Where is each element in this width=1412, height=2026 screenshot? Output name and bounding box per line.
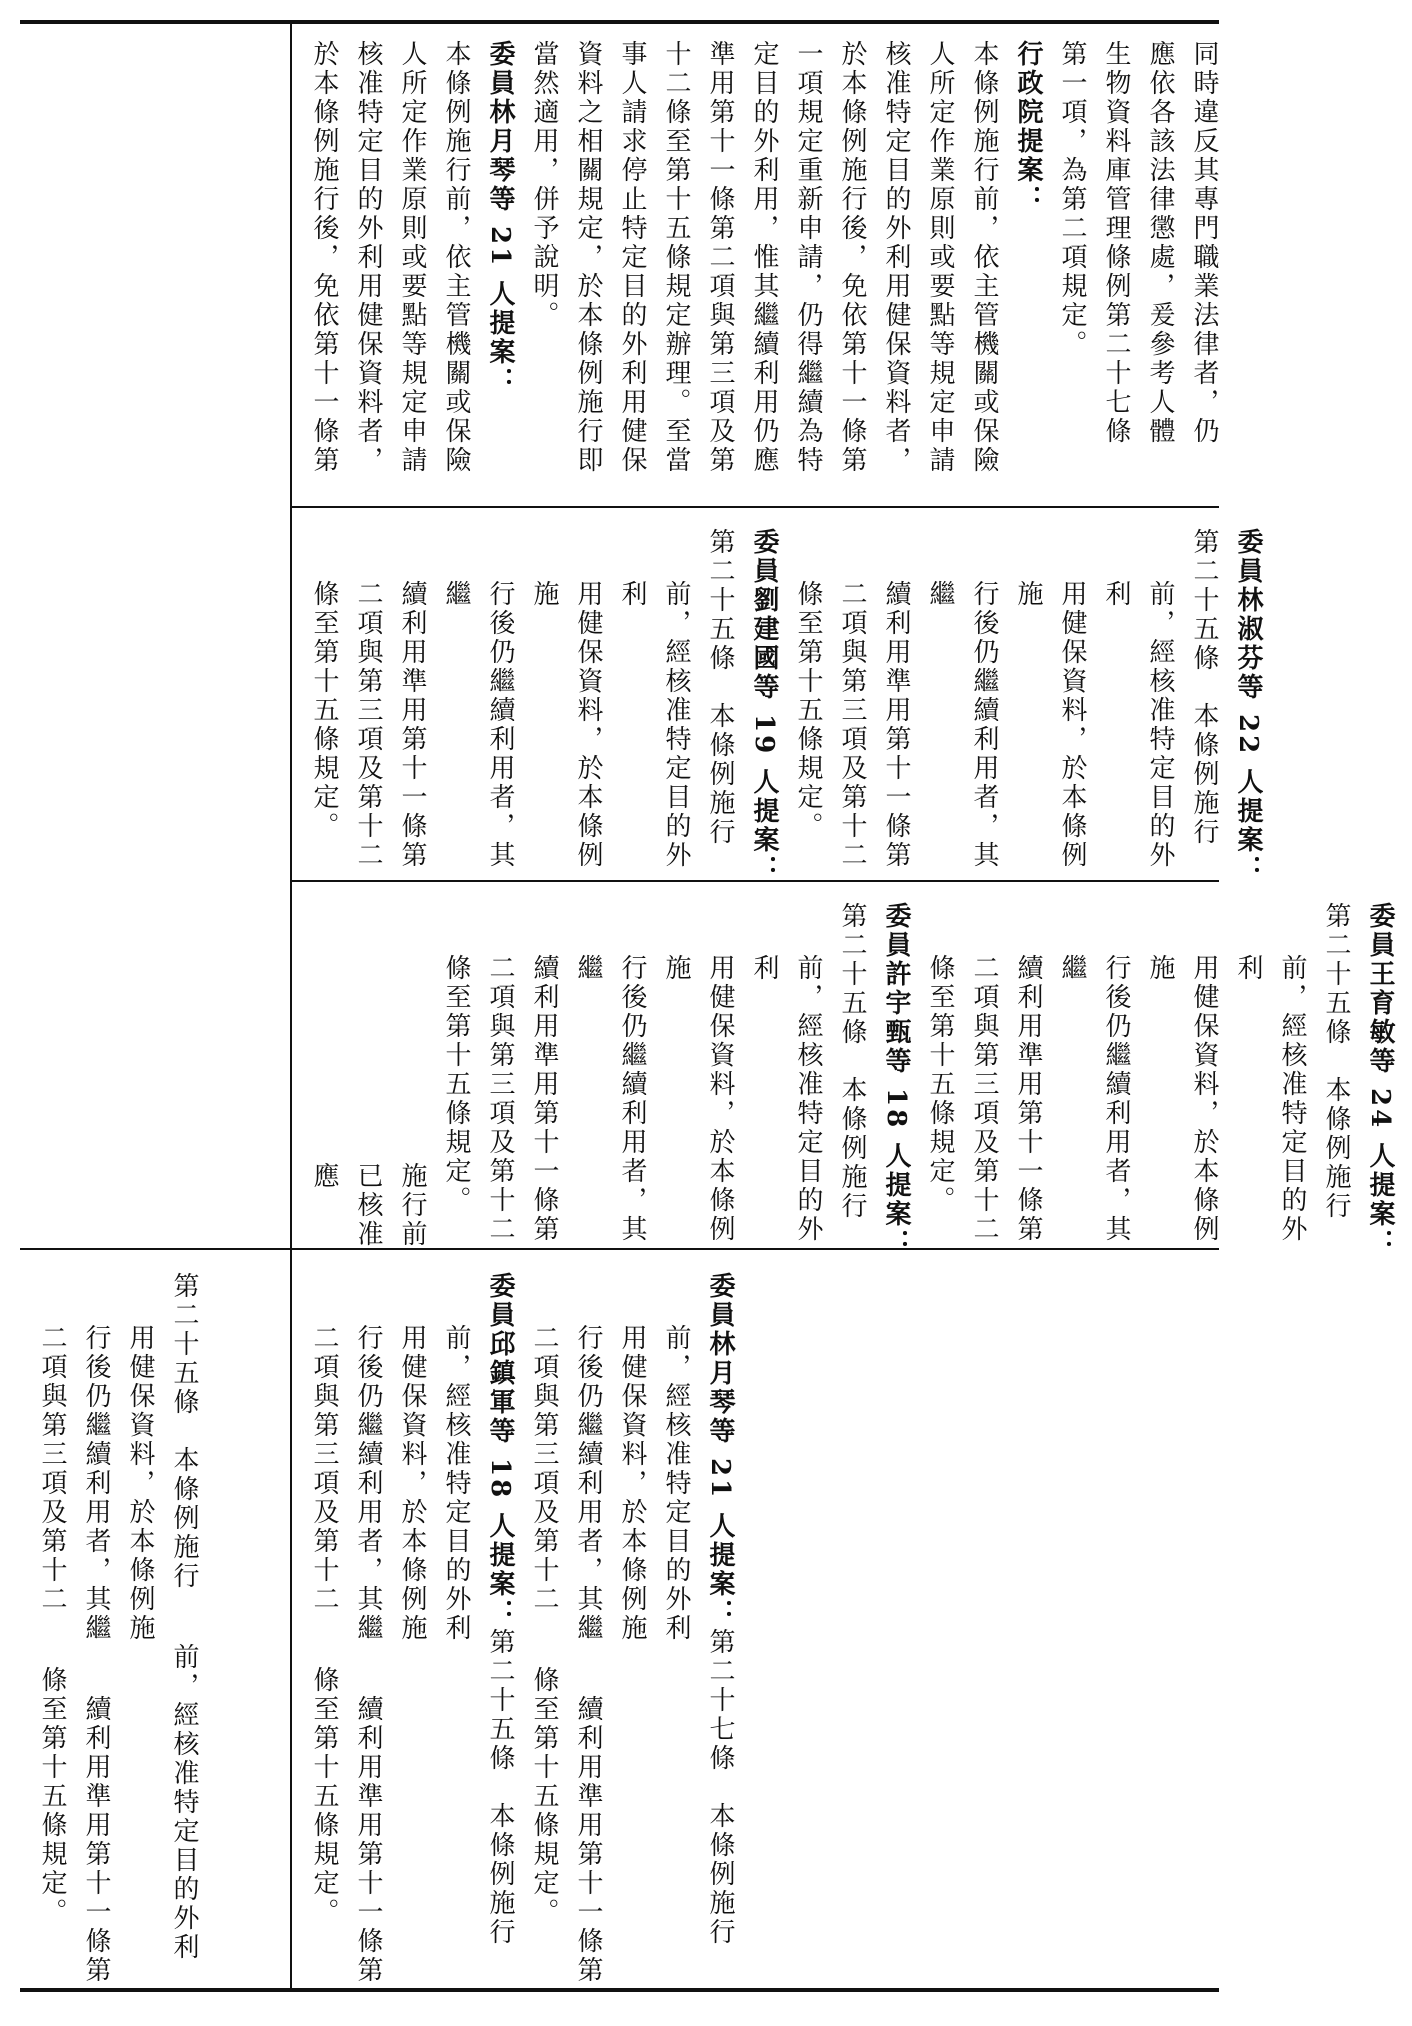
existing-law-text	[20, 1252, 216, 2026]
text-line: 行後仍繼續利用者，其繼	[925, 580, 999, 870]
text-line: 前，經核准特定目的外利	[441, 1324, 471, 1643]
text-line: 事人請求停止特定目的外利用健保	[617, 40, 647, 475]
text-line: 二項與第三項及第十二	[309, 1324, 339, 1614]
text-line: 核准特定目的外利用健保資料者，	[881, 40, 911, 475]
text-line: 行後仍繼續利用者，其繼	[573, 1324, 603, 1643]
text-line: 資料之相關規定，於本條例施行即	[573, 40, 603, 475]
text-line: 行後仍繼續利用者，其繼	[81, 1324, 111, 1643]
text-line: 第二十五條 本條例施行	[837, 902, 867, 1221]
proposal-heading: 委員許宇甄等 18 人提案：	[881, 902, 911, 1259]
explanation-text	[292, 24, 1236, 536]
text-line: 準用第十一條第二項與第三項及第	[705, 40, 735, 475]
text-line: 第二十五條 本條例施行	[1321, 902, 1351, 1221]
text-line: 前，經核准特定目的外利	[661, 1324, 691, 1643]
text-line: 用健保資料，於本條例施	[397, 1324, 427, 1643]
text-line: 核准特定目的外利用健保資料者，	[353, 40, 383, 475]
text-line: 第一項，為第二項規定。	[1057, 40, 1087, 359]
text-line: 用健保資料，於本條例施	[529, 580, 603, 870]
text-line: 本條例施行前，依主管機關或保險	[441, 40, 471, 475]
text-line: 施行前已核准應	[309, 1162, 427, 1249]
text-line: 第二十五條 本條例施行	[1189, 528, 1219, 847]
text-line: 前，經核准特定目的外利	[169, 1643, 199, 1962]
text-line: 同時違反其專門職業法律者，仍	[1189, 40, 1219, 446]
text-line: 人所定作業原則或要點等規定申請	[397, 40, 427, 475]
text-line: 本條例施行前，依主管機關或保險	[969, 40, 999, 475]
text-line: 續利用準用第十一條第	[1013, 954, 1043, 1244]
proposal-heading: 行政院提案：	[1013, 40, 1043, 214]
text-line: 生物資料庫管理條例第二十七條	[1101, 40, 1131, 446]
text-line: 續利用準用第十一條第	[81, 1695, 111, 1985]
text-line: 定目的外利用，惟其繼續利用仍應	[749, 40, 779, 475]
text-line: 續利用準用第十一條第	[573, 1695, 603, 1985]
text-line: 於本條例施行後，免依第十一條第	[837, 40, 867, 475]
text-line: 用健保資料，於本條例施	[125, 1324, 155, 1643]
text-line: 當然適用，併予說明。	[529, 40, 559, 330]
text-line: 條至第十五條規定。	[37, 1666, 67, 1927]
text-line: 第二十五條 本條例施行	[169, 1272, 199, 1591]
text-line: 第二十五條 本條例施行	[485, 1628, 515, 1948]
text-line: 二項與第三項及第十二	[969, 954, 999, 1244]
text-line: 人所定作業原則或要點等規定申請	[925, 40, 955, 475]
text-line: 續利用準用第十一條第	[397, 580, 427, 870]
proposal-wang-hsu-text	[292, 882, 1412, 1286]
text-line: 前，經核准特定目的外利	[1101, 580, 1175, 870]
text-line: 二項與第三項及第十二	[485, 954, 515, 1244]
cell-proposal-lin-chiu	[292, 1252, 1219, 1986]
text-line: 應依各該法律懲處，爰參考人體	[1145, 40, 1175, 446]
proposal-heading: 委員林月琴等 21 人提案：	[485, 40, 515, 397]
proposal-heading: 委員王育敏等 24 人提案：	[1365, 902, 1395, 1259]
text-line: 續利用準用第十一條第	[881, 580, 911, 870]
text-line: 行後仍繼續利用者，其繼	[353, 1324, 383, 1643]
text-line: 條至第十五條規定。	[441, 954, 471, 1215]
text-line: 行後仍繼續利用者，其繼	[1057, 954, 1131, 1244]
cell-explanation	[292, 24, 1219, 504]
text-line: 條至第十五條規定。	[925, 954, 955, 1215]
text-line: 續利用準用第十一條第	[529, 954, 559, 1244]
text-line: 條至第十五條規定。	[793, 580, 823, 841]
text-line: 前，經核准特定目的外利	[749, 954, 823, 1244]
proposal-lin-chiu-text	[292, 1252, 752, 2026]
proposal-heading: 委員林淑芬等 22 人提案：	[1233, 528, 1263, 885]
text-line: 十二條至第十五條規定辦理。至當	[661, 40, 691, 475]
text-line: 二項與第三項及第十二	[529, 1324, 559, 1614]
cell-proposal-lin-liu	[292, 508, 1263, 885]
text-line: 用健保資料，於本條例施	[661, 954, 735, 1244]
proposal-heading: 委員林月琴等 21 人提案：	[705, 1272, 735, 1629]
column-divider-1	[20, 1248, 292, 1250]
text-line: 續利用準用第十一條第	[353, 1695, 383, 1985]
text-line: 行後仍繼續利用者，其繼	[573, 954, 647, 1244]
text-line: 條至第十五條規定。	[309, 1666, 339, 1927]
proposal-lin-liu-text	[292, 508, 1280, 918]
text-line: 第二十七條 本條例施行	[705, 1628, 735, 1948]
proposal-heading: 委員邱鎮軍等 18 人提案：	[485, 1272, 515, 1629]
text-line: 用健保資料，於本條例施	[617, 1324, 647, 1643]
text-line: 二項與第三項及第十二	[837, 580, 867, 870]
text-line: 前，經核准特定目的外利	[1233, 954, 1307, 1244]
text-line: 二項與第三項及第十二	[353, 580, 383, 870]
text-line: 前，經核准特定目的外利	[617, 580, 691, 870]
text-line: 一項規定重新申請，仍得繼續為特	[793, 40, 823, 475]
cell-existing-law	[20, 1252, 290, 1986]
text-line: 條至第十五條規定。	[529, 1666, 559, 1927]
cell-proposal-wang-hsu	[292, 882, 1395, 1259]
text-line: 行後仍繼續利用者，其繼	[441, 580, 515, 870]
proposal-heading: 委員劉建國等 19 人提案：	[749, 528, 779, 885]
text-line: 用健保資料，於本條例施	[1145, 954, 1219, 1244]
text-line: 第二十五條 本條例施行	[705, 528, 735, 847]
text-line: 條至第十五條規定。	[309, 580, 339, 841]
text-line: 用健保資料，於本條例施	[1013, 580, 1087, 870]
text-line: 二項與第三項及第十二	[37, 1324, 67, 1614]
text-line: 於本條例施行後，免依第十一條第	[309, 40, 339, 475]
